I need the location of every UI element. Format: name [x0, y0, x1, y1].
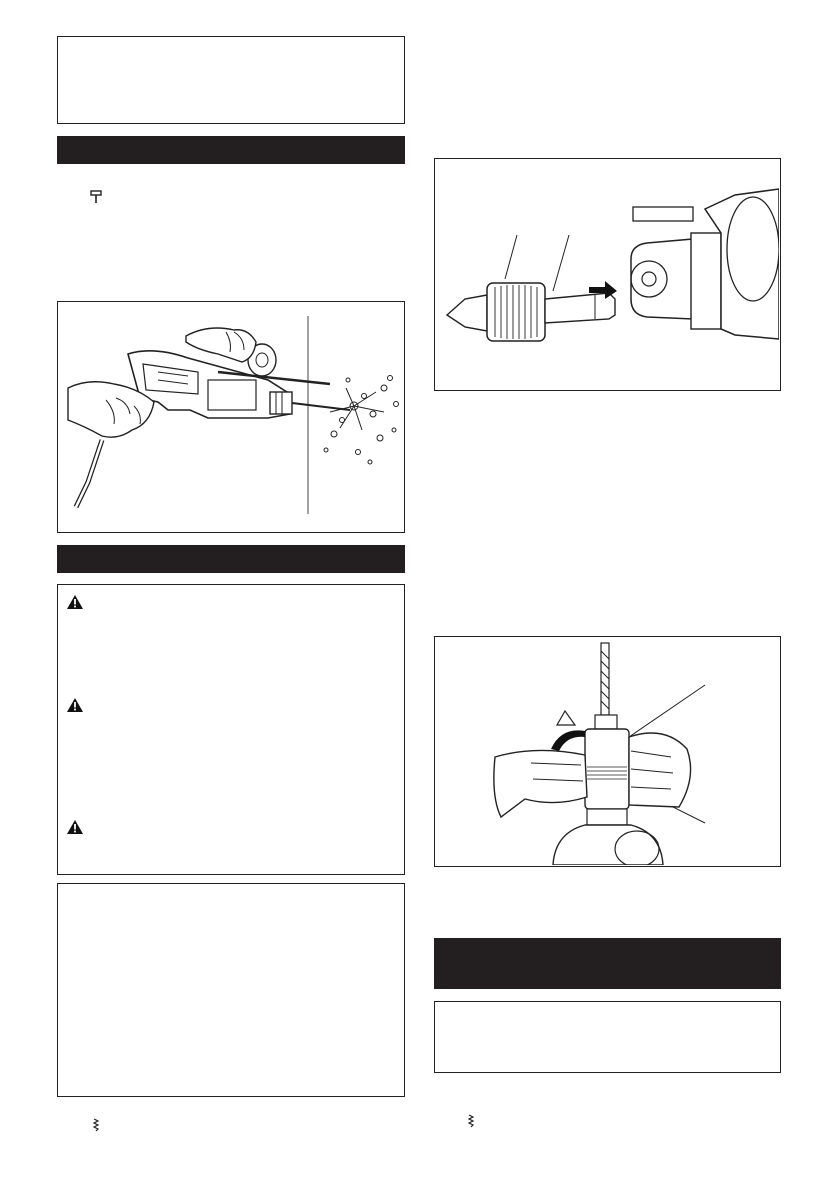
drill-bit-icon: [92, 1118, 100, 1132]
drill-bit-icon: [467, 1114, 475, 1128]
warning-triangle-icon: [66, 697, 84, 713]
note-box: [57, 883, 405, 1097]
section-heading-bar: [57, 136, 405, 164]
warning-triangle-icon: [66, 594, 84, 610]
section-heading-bar: [57, 545, 405, 573]
top-notice-box: [57, 36, 405, 124]
warning-triangle-icon: [66, 819, 84, 835]
warning-box: [57, 584, 405, 875]
section-heading-bar: [434, 938, 781, 989]
figure-bit-tightening: [434, 636, 781, 867]
hammer-icon: [90, 190, 102, 204]
notice-box: [434, 1001, 781, 1073]
figure-hammer-drilling: [57, 301, 405, 533]
figure-chuck-assembly: [434, 158, 781, 391]
